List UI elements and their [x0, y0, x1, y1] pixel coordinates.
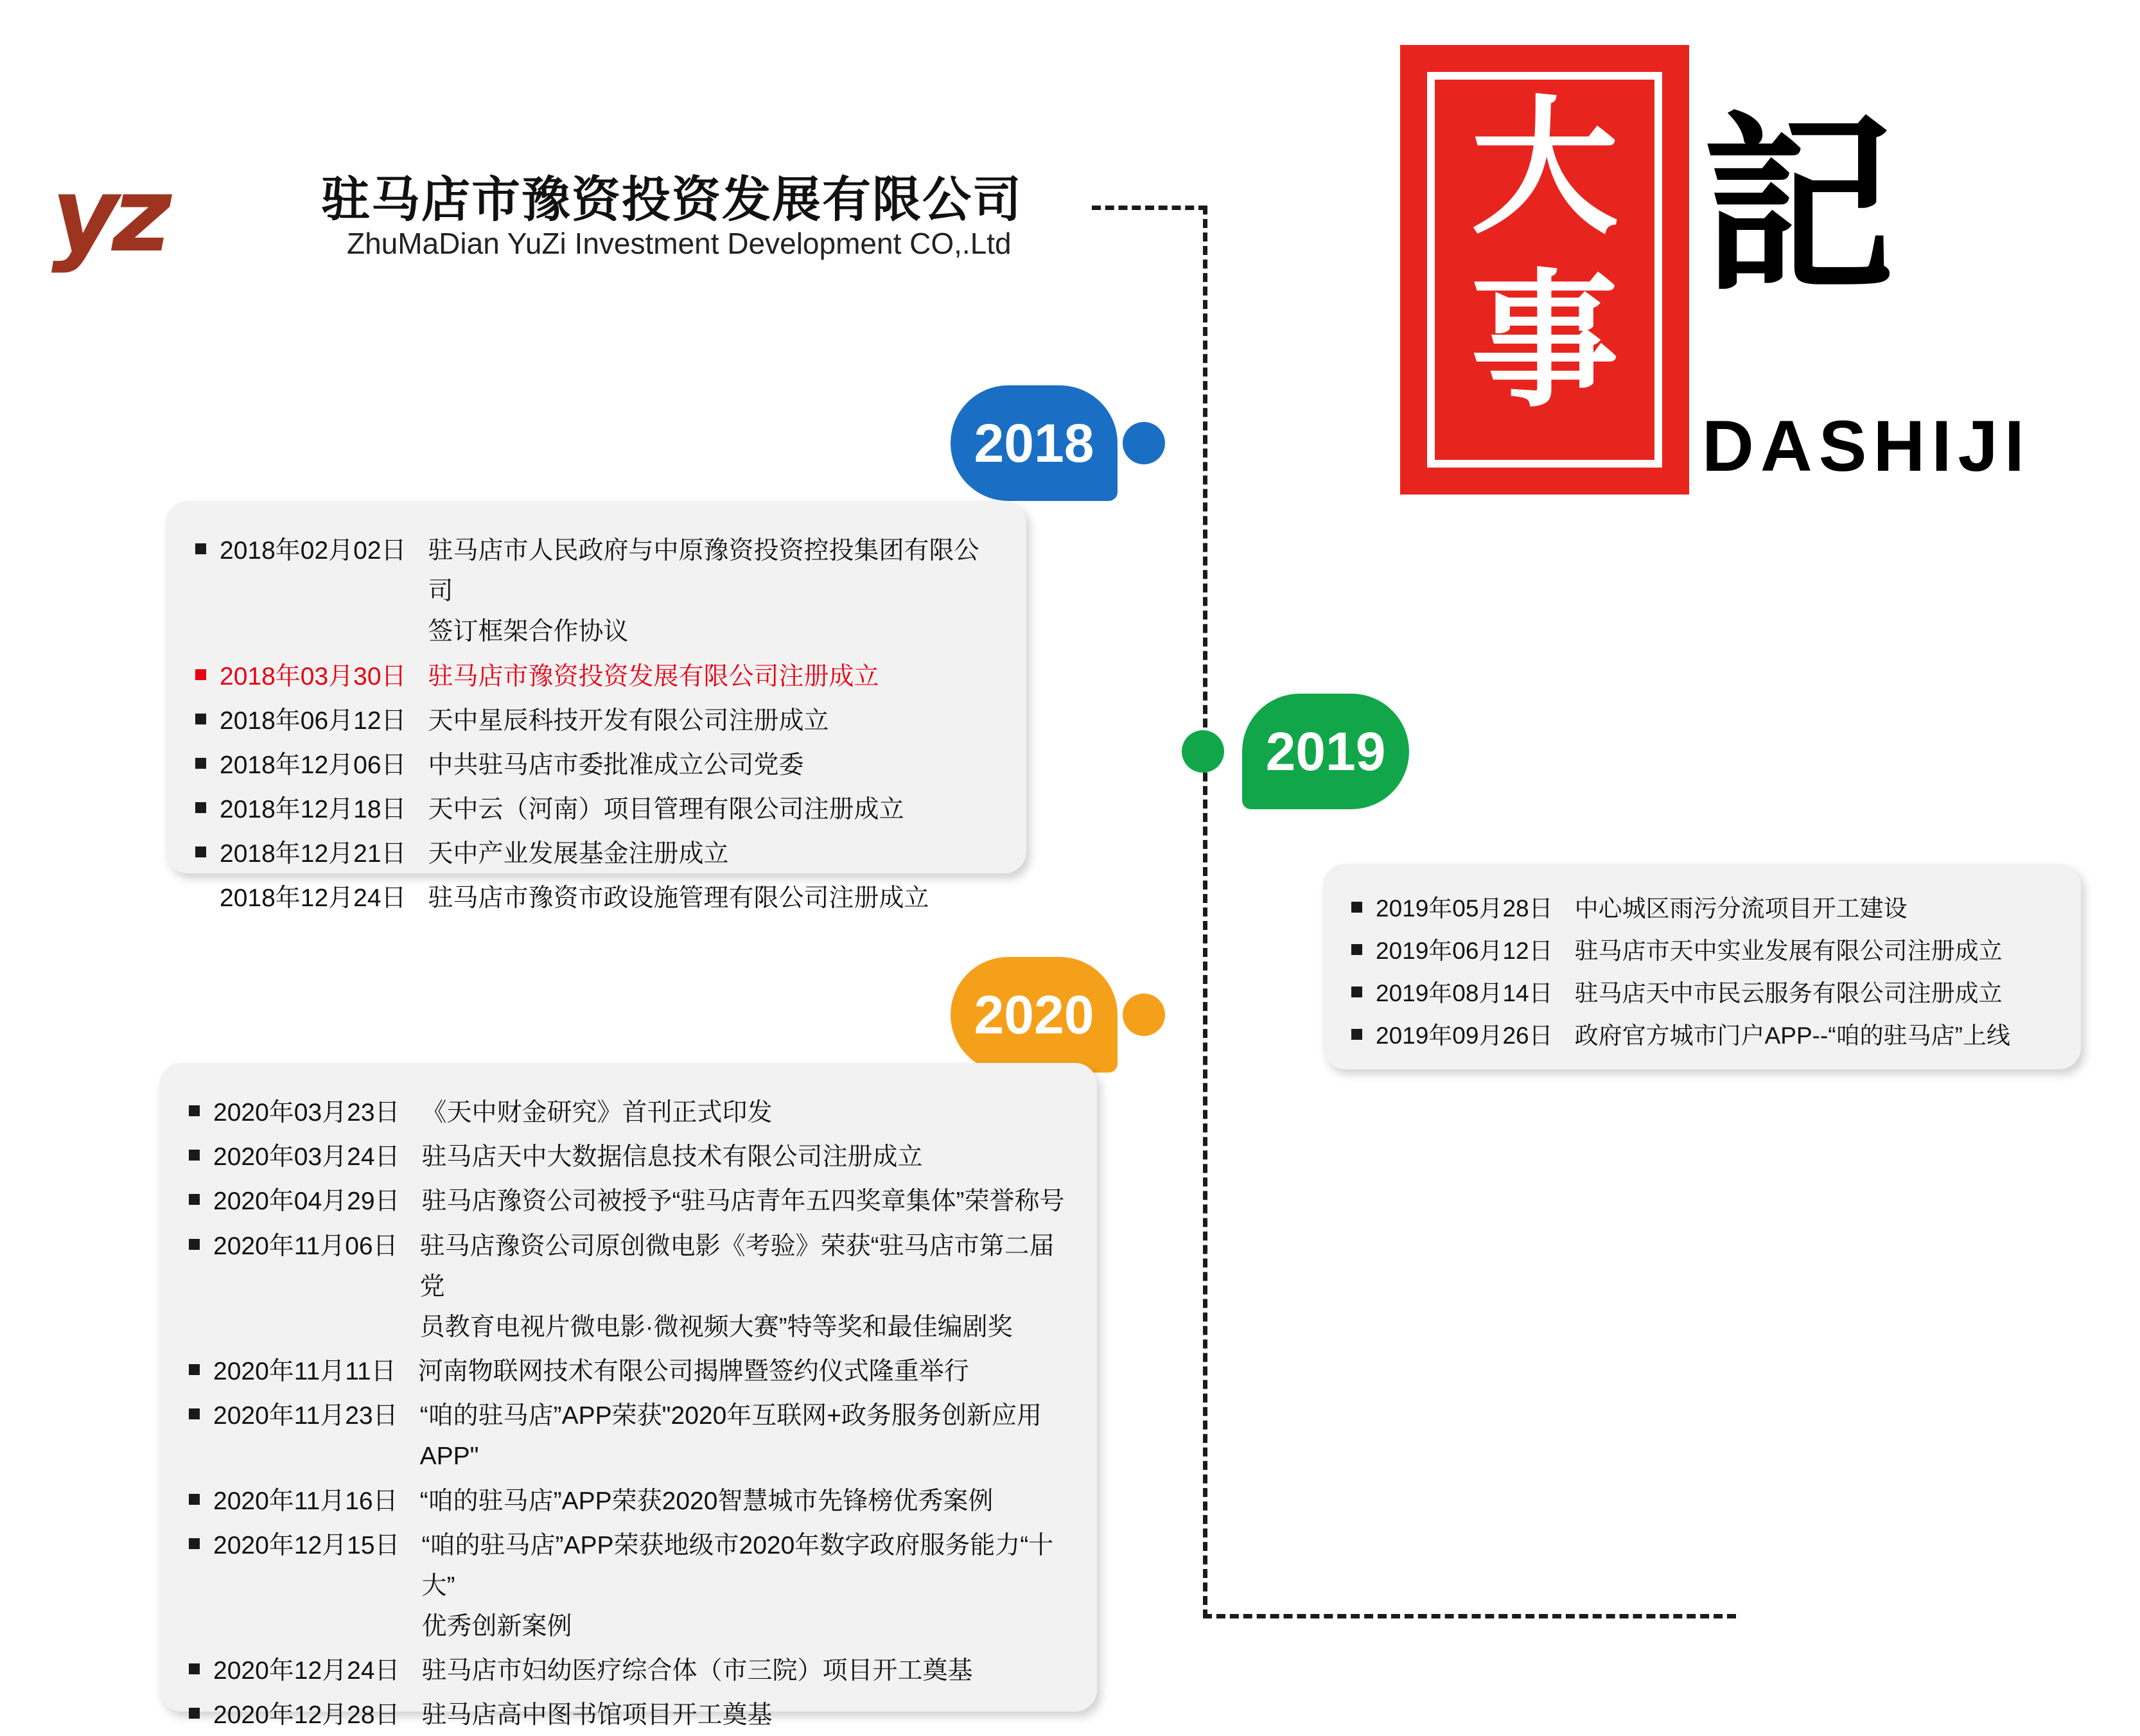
event-description: “咱的驻马店”APP荣获"2020年互联网+政务服务创新应用APP" — [419, 1402, 1042, 1471]
title-pinyin: DASHIJI — [1702, 406, 2031, 486]
event-description: 驻马店高中图书馆项目开工奠基 — [421, 1701, 773, 1730]
event-date: 2020年03月23日 — [213, 1099, 400, 1127]
event-card-2020 — [159, 1063, 1097, 1730]
bullet-icon — [195, 758, 212, 769]
seal-stamp-icon — [1400, 45, 1689, 495]
bullet-icon — [1351, 944, 1368, 955]
seal-char-shi: 事 — [1470, 254, 1618, 428]
event-description: 驻马店市豫资市政设施管理有限公司注册成立 — [428, 884, 929, 913]
event-date: 2020年03月24日 — [213, 1143, 400, 1171]
timeline-event-row — [189, 1092, 1074, 1133]
event-date: 2020年11月16日 — [213, 1487, 398, 1515]
event-date: 2020年12月28日 — [213, 1701, 400, 1730]
event-description: 天中星辰科技开发有限公司注册成立 — [428, 706, 829, 735]
bullet-icon — [189, 1364, 206, 1375]
event-date: 2018年12月21日 — [220, 840, 407, 868]
event-description: “咱的驻马店”APP荣获地级市2020年数字政府服务能力“十大” 优秀创新案例 — [422, 1525, 1074, 1647]
year-label-2018: 2018 — [951, 385, 1118, 501]
bullet-icon — [195, 846, 212, 857]
seal-char-da: 大 — [1470, 81, 1618, 254]
brush-char-ji: 記 — [1702, 92, 1895, 319]
bullet-icon — [189, 1194, 206, 1205]
bullet-icon — [189, 1105, 206, 1116]
event-date: 2019年05月28日 — [1376, 895, 1553, 922]
event-date: 2020年11月11日 — [213, 1358, 396, 1386]
event-date: 2018年12月24日 — [220, 884, 407, 913]
bullet-icon — [189, 1538, 206, 1549]
event-date: 2020年12月15日 — [213, 1531, 400, 1559]
event-date: 2020年12月24日 — [213, 1657, 400, 1685]
title-artwork — [1400, 45, 2094, 507]
company-name-english: ZhuMaDian YuZi Investment Development CO,.Ltd — [347, 227, 1012, 260]
bullet-icon — [189, 1239, 206, 1250]
event-description: 驻马店市天中实业发展有限公司注册成立 — [1574, 937, 2003, 964]
event-date: 2018年06月12日 — [220, 706, 407, 735]
timeline-event-row — [195, 789, 1001, 830]
timeline-dot-2019 — [1182, 730, 1224, 773]
event-description: 驻马店市豫资投资发展有限公司注册成立 — [428, 662, 879, 690]
timeline-event-row — [189, 1181, 1074, 1222]
event-description: 驻马店天中市民云服务有限公司注册成立 — [1574, 979, 2003, 1006]
bullet-icon — [1351, 986, 1368, 997]
bullet-icon — [189, 1494, 206, 1505]
timeline-event-row — [1351, 932, 2062, 970]
event-date: 2019年08月14日 — [1376, 979, 1553, 1006]
bullet-icon — [195, 714, 212, 724]
connector-line-vertical — [1203, 206, 1207, 1618]
event-description: 驻马店豫资公司原创微电影《考验》荣获“驻马店市第二届党 员教育电视片微电影·微视频大赛”特等奖和最佳编剧奖 — [420, 1226, 1074, 1348]
bullet-icon — [189, 1408, 206, 1419]
company-logo-icon: yz — [51, 155, 166, 275]
timeline-event-row — [195, 530, 1001, 653]
timeline-event-row — [1351, 974, 2062, 1013]
timeline-event-row — [189, 1226, 1074, 1348]
event-date: 2019年09月26日 — [1376, 1022, 1553, 1049]
event-description: 河南物联网技术有限公司揭牌暨签约仪式隆重举行 — [417, 1358, 969, 1386]
bullet-icon — [1351, 902, 1368, 913]
event-description: 天中云（河南）项目管理有限公司注册成立 — [428, 796, 904, 824]
event-date: 2019年06月12日 — [1376, 937, 1553, 964]
connector-line-bottom — [1203, 1614, 1736, 1618]
bullet-icon — [189, 1150, 206, 1161]
event-card-2018 — [166, 501, 1026, 913]
timeline-event-row — [189, 1137, 1074, 1177]
event-description: 驻马店豫资公司被授予“驻马店青年五四奖章集体”荣誉称号 — [421, 1188, 1065, 1216]
year-label-2019: 2019 — [1242, 694, 1409, 809]
timeline-event-row — [189, 1396, 1074, 1477]
header — [51, 148, 1143, 295]
event-description-continued: 员教育电视片微电影·微视频大赛”特等奖和最佳编剧奖 — [419, 1313, 1013, 1341]
event-date: 2018年03月30日 — [220, 662, 407, 690]
timeline-dot-2018 — [1123, 422, 1165, 464]
event-description: 政府官方城市门户APP--“咱的驻马店”上线 — [1574, 1022, 2010, 1049]
event-description: 驻马店市人民政府与中原豫资投资控投集团有限公司 签订框架合作协议 — [428, 530, 1001, 653]
event-description: 中共驻马店市委批准成立公司党委 — [428, 751, 804, 779]
event-description-continued: 优秀创新案例 — [421, 1613, 572, 1641]
event-date: 2018年12月18日 — [220, 796, 407, 824]
timeline-event-row — [195, 878, 1001, 918]
bullet-icon — [195, 802, 212, 813]
event-card-2019 — [1323, 864, 2081, 1069]
bullet-icon — [1351, 1029, 1368, 1040]
company-name-chinese: 驻马店市豫资投资发展有限公司 — [321, 173, 1022, 227]
connector-line-top — [1092, 206, 1207, 210]
timeline-event-row — [189, 1481, 1074, 1521]
timeline-event-row — [189, 1651, 1074, 1691]
event-description: 天中产业发展基金注册成立 — [428, 840, 729, 868]
year-label-2020: 2020 — [951, 957, 1118, 1073]
event-date: 2020年04月29日 — [213, 1188, 400, 1216]
event-date: 2020年11月06日 — [213, 1232, 398, 1260]
timeline-event-row — [1351, 1017, 2062, 1055]
event-description: 驻马店市妇幼医疗综合体（市三院）项目开工奠基 — [421, 1657, 973, 1685]
timeline-event-row — [195, 701, 1001, 741]
bullet-icon — [189, 1708, 206, 1719]
timeline-event-row — [195, 834, 1001, 874]
timeline-event-row — [189, 1695, 1074, 1735]
year-marker-2019[interactable] — [1182, 694, 1386, 835]
timeline-event-row — [195, 745, 1001, 785]
timeline-event-row — [195, 656, 1001, 697]
event-description-continued: 签订框架合作协议 — [428, 618, 629, 646]
event-date: 2020年11月23日 — [213, 1402, 398, 1430]
event-description: 中心城区雨污分流项目开工建设 — [1574, 895, 1908, 922]
event-description: 《天中财金研究》首刊正式印发 — [421, 1099, 773, 1127]
timeline-event-row — [189, 1525, 1074, 1647]
event-date: 2018年02月02日 — [220, 537, 407, 565]
event-description: 驻马店天中大数据信息技术有限公司注册成立 — [421, 1143, 923, 1171]
bullet-icon — [189, 1663, 206, 1674]
event-date: 2018年12月06日 — [220, 751, 407, 779]
event-description: “咱的驻马店”APP荣获2020智慧城市先锋榜优秀案例 — [419, 1487, 994, 1515]
timeline-dot-2020 — [1123, 994, 1165, 1036]
timeline-event-row — [1351, 890, 2062, 928]
bullet-icon — [195, 669, 212, 680]
bullet-icon — [195, 891, 212, 902]
timeline-event-row — [189, 1351, 1074, 1392]
bullet-icon — [195, 543, 212, 554]
